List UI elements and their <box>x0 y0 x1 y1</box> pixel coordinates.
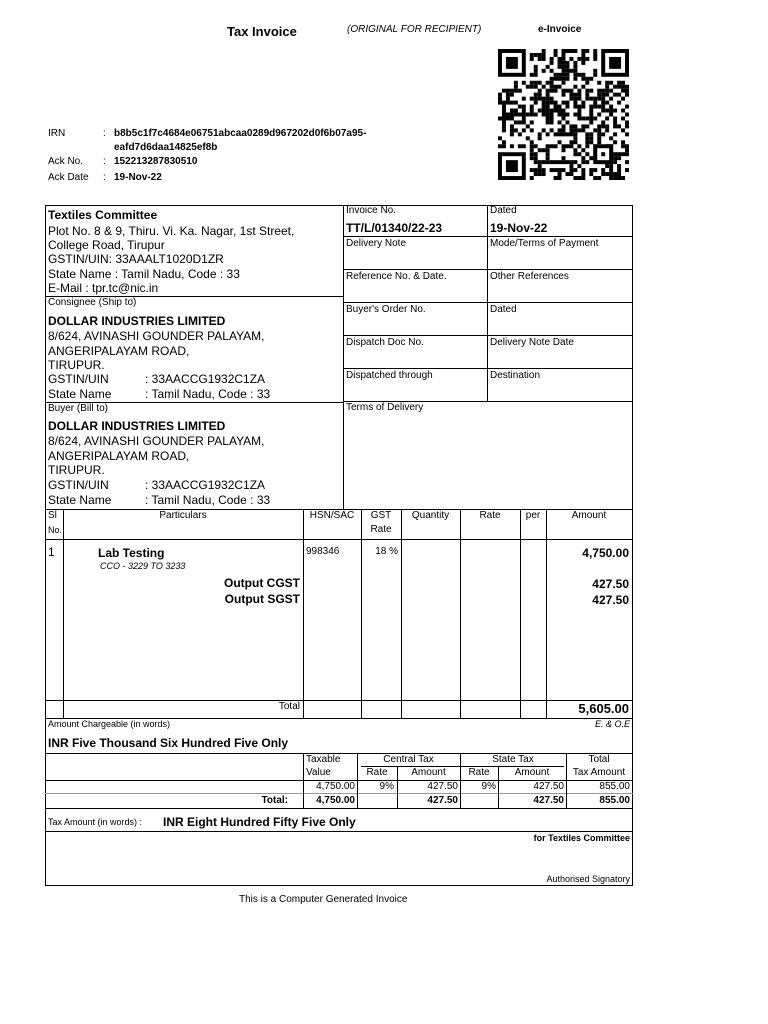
seller-address-line1: Plot No. 8 & 9, Thiru. Vi. Ka. Nagar, 1st Street, <box>48 224 295 238</box>
buyers-order-label: Buyer's Order No. <box>346 304 426 315</box>
box-bottom-border <box>45 885 633 886</box>
tax-total-value: 4,750.00 <box>316 795 355 806</box>
buyer-address-line1: 8/624, AVINASHI GOUNDER PALAYAM, <box>48 434 265 448</box>
output-cgst-amount: 427.50 <box>592 577 629 591</box>
tax-total-amount: 855.00 <box>599 795 630 806</box>
col-particulars: Particulars <box>159 510 207 521</box>
item-gst-rate: 18 % <box>375 546 398 557</box>
upper-divider <box>343 205 344 509</box>
col-per: per <box>525 510 541 521</box>
delivery-note-date-label: Delivery Note Date <box>490 337 574 348</box>
buyer-address-line3: TIRUPUR. <box>48 463 105 477</box>
items-col-line-4 <box>401 509 402 718</box>
consignee-address-line1: 8/624, AVINASHI GOUNDER PALAYAM, <box>48 329 265 343</box>
col-gst-rate: Rate <box>370 524 392 535</box>
tax-words-bottom <box>45 831 633 832</box>
meta-row-line-4 <box>343 335 632 336</box>
ack-no-value: 152213287830510 <box>114 156 198 167</box>
meta-row-line-5 <box>343 368 632 369</box>
consignee-address-line3: TIRUPUR. <box>48 358 105 372</box>
meta-row-line-3 <box>343 302 632 303</box>
tax-col-central: Central Tax <box>383 754 434 765</box>
consignee-name: DOLLAR INDUSTRIES LIMITED <box>48 314 226 328</box>
e-and-oe: E. & O.E <box>594 719 630 729</box>
col-sl: Sl <box>48 510 57 521</box>
for-company: for Textiles Committee <box>533 833 630 843</box>
other-references-label: Other References <box>490 271 569 282</box>
seller-state: State Name : Tamil Nadu, Code : 33 <box>48 267 240 281</box>
tax-total-st-amount: 427.50 <box>533 795 564 806</box>
col-hsn: HSN/SAC <box>309 510 355 521</box>
col-rate: Rate <box>479 510 501 521</box>
original-for-recipient: (ORIGINAL FOR RECIPIENT) <box>347 24 482 35</box>
dated-label: Dated <box>490 205 517 216</box>
dated-value: 19-Nov-22 <box>490 221 548 235</box>
tax-amount-in-words: INR Eight Hundred Fifty Five Only <box>163 815 356 829</box>
ack-no-label: Ack No. <box>48 156 84 167</box>
buyer-state-label: State Name <box>48 493 112 507</box>
buyer-label: Buyer (Bill to) <box>48 403 109 414</box>
buyer-state: : Tamil Nadu, Code : 33 <box>145 493 271 507</box>
tax-row-value: 4,750.00 <box>316 781 355 792</box>
tax-col-total: Total <box>588 754 610 765</box>
irn-separator: : <box>103 128 106 139</box>
dated2-label: Dated <box>490 304 517 315</box>
tax-col-value: Value <box>306 767 331 778</box>
authorised-signatory: Authorised Signatory <box>546 874 630 884</box>
computer-generated-note: This is a Computer Generated Invoice <box>239 894 408 905</box>
col-gst: GST <box>370 510 392 521</box>
meta-divider <box>487 205 488 402</box>
qr-code-image <box>498 48 629 181</box>
tax-row-line <box>45 793 633 794</box>
buyer-gstin-label: GSTIN/UIN <box>48 478 109 492</box>
item-hsn: 998346 <box>306 546 340 557</box>
items-header-bottom <box>45 539 633 540</box>
tax-col-ct-amount: Amount <box>411 767 446 778</box>
buyer-address-line2: ANGERIPALAYAM ROAD, <box>48 449 190 463</box>
irn-value-line2: eafd7d6daa14825ef8b <box>114 142 218 153</box>
invoice-no-value: TT/L/01340/22-23 <box>346 221 443 235</box>
items-col-line-3 <box>361 509 362 718</box>
output-sgst-amount: 427.50 <box>592 593 629 607</box>
amount-chargeable-label: Amount Chargeable (in words) <box>48 719 171 729</box>
reference-label: Reference No. & Date. <box>346 271 447 282</box>
tax-row-total: 855.00 <box>599 781 630 792</box>
items-col-line-5 <box>460 509 461 718</box>
irn-value-line1: b8b5c1f7c4684e06751abcaa0289d967202d0f6b07a95- <box>114 128 367 139</box>
col-amount: Amount <box>571 510 607 521</box>
dispatched-through-label: Dispatched through <box>346 370 433 381</box>
consignee-state: : Tamil Nadu, Code : 33 <box>145 387 271 401</box>
buyer-name: DOLLAR INDUSTRIES LIMITED <box>48 419 226 433</box>
consignee-label: Consignee (Ship to) <box>48 297 137 308</box>
seller-name: Textiles Committee <box>48 208 158 222</box>
consignee-gstin-label: GSTIN/UIN <box>48 372 109 386</box>
items-col-line-6 <box>520 509 521 718</box>
item-amount: 4,750.00 <box>582 546 629 560</box>
ack-date-separator: : <box>103 172 106 183</box>
tax-col-state: State Tax <box>492 754 534 765</box>
item-description: CCO - 3229 TO 3233 <box>100 561 186 571</box>
ack-date-value: 19-Nov-22 <box>114 172 162 183</box>
items-col-line-1 <box>63 509 64 718</box>
meta-row-line-2 <box>343 269 632 270</box>
tax-total-bottom <box>45 808 633 809</box>
seller-gstin: GSTIN/UIN: 33AAALT1020D1ZR <box>48 252 224 266</box>
consignee-gstin: : 33AACCG1932C1ZA <box>145 372 266 386</box>
tax-col-taxable: Taxable <box>306 754 341 765</box>
seller-address-line2: College Road, Tirupur <box>48 238 165 252</box>
col-no: No. <box>48 525 63 535</box>
mode-terms-label: Mode/Terms of Payment <box>490 238 599 249</box>
invoice-no-label: Invoice No. <box>346 205 397 216</box>
col-quantity: Quantity <box>411 510 450 521</box>
items-total-label: Total <box>278 701 300 712</box>
meta-row-line-1 <box>343 236 632 237</box>
tax-total-ct-amount: 427.50 <box>427 795 458 806</box>
items-col-line-7 <box>546 509 547 718</box>
item-name: Lab Testing <box>98 546 165 560</box>
tax-col-st-amount: Amount <box>514 767 550 778</box>
irn-label: IRN <box>48 128 66 139</box>
items-col-line-2 <box>303 509 304 718</box>
tax-col-tax-amount: Tax Amount <box>572 767 626 778</box>
output-sgst-label: Output SGST <box>224 592 300 606</box>
terms-of-delivery-label: Terms of Delivery <box>346 402 424 413</box>
invoice-title: Tax Invoice <box>227 24 297 39</box>
box-left-border <box>45 205 46 886</box>
tax-total-label: Total: <box>261 795 288 806</box>
item-sl: 1 <box>48 545 55 559</box>
tax-col-ct-rate: Rate <box>366 767 388 778</box>
tax-row-st-amount: 427.50 <box>533 781 564 792</box>
delivery-note-label: Delivery Note <box>346 238 407 249</box>
seller-email: E-Mail : tpr.tc@nic.in <box>48 281 159 295</box>
consignee-state-label: State Name <box>48 387 112 401</box>
consignee-address-line2: ANGERIPALAYAM ROAD, <box>48 344 190 358</box>
buyer-gstin: : 33AACCG1932C1ZA <box>145 478 266 492</box>
dispatch-doc-label: Dispatch Doc No. <box>346 337 424 348</box>
ack-date-label: Ack Date <box>48 172 89 183</box>
tax-row-st-rate: 9% <box>481 781 496 792</box>
destination-label: Destination <box>490 370 541 381</box>
tax-row-ct-rate: 9% <box>379 781 394 792</box>
e-invoice-label: e-Invoice <box>538 24 582 35</box>
ack-no-separator: : <box>103 156 106 167</box>
items-total-value: 5,605.00 <box>578 701 629 716</box>
tax-col-st-rate: Rate <box>468 767 490 778</box>
box-top-border <box>45 205 633 206</box>
box-right-border <box>632 205 633 886</box>
tax-words-label: Tax Amount (in words) : <box>48 817 143 827</box>
tax-row-ct-amount: 427.50 <box>427 781 458 792</box>
output-cgst-label: Output CGST <box>224 576 300 590</box>
amount-in-words: INR Five Thousand Six Hundred Five Only <box>48 736 289 750</box>
